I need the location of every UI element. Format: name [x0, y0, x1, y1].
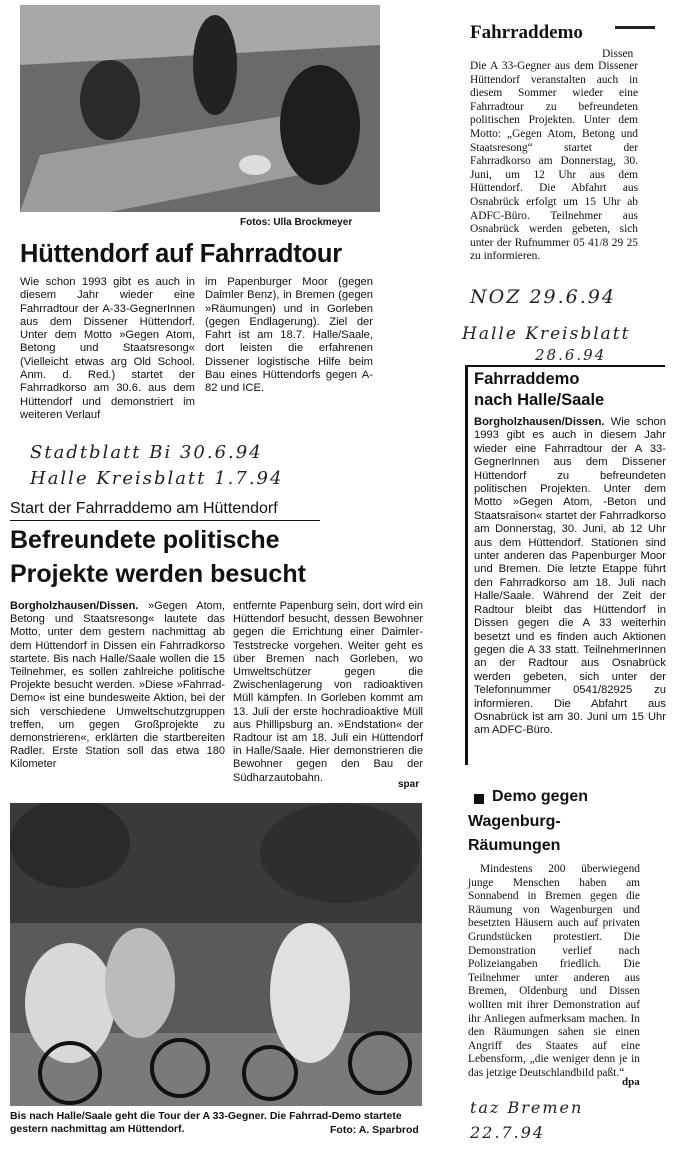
clip4-left-border — [465, 365, 468, 765]
clip2-dateline: Borgholzhausen/Dissen. — [10, 600, 139, 612]
clip4-dateline: Borgholzhausen/Dissen. — [474, 416, 605, 428]
photo-cyclists-group — [10, 803, 422, 1106]
photo-people-at-table — [20, 5, 380, 212]
clip3-clip-mark — [615, 26, 655, 37]
clip1-headline: Hüttendorf auf Fahrradtour — [20, 240, 343, 268]
clip5-headline-line3: Räumungen — [468, 837, 561, 854]
clip4-body-text: Wie schon 1993 gibt es auch in diesem Jahr wieder eine Fahrradtour der A 33-GegnerInnen aus dem Dissener Hüttendorf zu befreundeten politischen Projekten. Unter dem Motto »Gegen Atom, -Beton und Staatsraison« startet der Fahrradkorso am Donnerstag, 30. Juni, ab 12 Uhr aus dem Hüttendorf. Stationen sind unter anderen das Papenburger Moor und Bremen. Die letzte Etappe führt den Fahrradkorso am 18. Juli nach Halle/Saale. Während der Zeit der Radtour bleibt das Hüttendorf in Dissen gegen die A 33 weiterhin besetzt und es finden auch Aktionen gegen die A 33 statt. TeilnehmerInnen an der Radtour aus Osnabrück werden gebeten, sich unter der Telefonnummer 0541/82925 zu informieren. Die Abfahrt aus Osnabrück ist am 30. Juni um 15 Uhr am ADFC-Büro. — [474, 416, 667, 737]
clip2-signature: spar — [398, 779, 420, 790]
handwritten-note-5: 28.6.94 — [535, 346, 607, 364]
kicker-underline — [10, 520, 320, 521]
clip2-headline-line1: Befreundete politische — [10, 526, 280, 554]
clip4-headline-line2: nach Halle/Saale — [474, 391, 605, 409]
photo-credit: Fotos: Ulla Brockmeyer — [240, 217, 353, 228]
clip2-headline-line2: Projekte werden besucht — [10, 560, 306, 588]
square-bullet-icon — [474, 794, 484, 804]
clip4-body — [474, 416, 666, 738]
clip5-source: dpa — [622, 1076, 640, 1088]
clip3-dateline: Dissen — [602, 48, 634, 60]
clip2-kicker: Start der Fahrraddemo am Hüttendorf — [10, 500, 278, 517]
clip3-body: Die A 33-Gegner aus dem Dissener Hüttendorf veranstalten auch in diesem Sommer wieder eine Fahrradtour zu befreundeten politischen Projekten. Unter dem Motto: „Gegen Atom, Betong und Staatsresong“ startet der Fahrradkorso am Donnerstag, 30. Juni, um 12 Uhr aus dem Hüttendorf. Die Abfahrt aus Osnabrück erfolgt um 15 Uhr ab ADFC-Büro. Teilnehmer aus Osnabrück werden gebeten, sich unter der Rufnummer 05 41/8 29 25 zu informieren. — [470, 60, 638, 263]
clip2-column-2: entfernte Papenburg sein, dort wird ein Hüttendorf besucht, dessen Bewohner gegen die Errichtung einer Daimler-Teststrecke vorgehen. Weiter geht es über Bremen nach Gorleben, wo Umweltschützer gegen die Zwischenlagerung von radioaktiven Müll kämpfen. In Gorleben kommt am 13. Juli der erste hochradioaktive Müll aus Phillipsburg an. »Endstation« der Radtour ist am 18. Juli ein Hüttendorf in Halle/Saale. Hier demonstrieren die Bewohner gegen den Bau der Südharzautobahn. — [233, 600, 423, 784]
handwritten-note-2: Halle Kreisblatt 1.7.94 — [30, 468, 284, 489]
handwritten-note-4: Halle Kreisblatt — [462, 324, 631, 344]
clip2-col1-text: »Gegen Atom, Betong und Staatsresong« lautete das Motto, unter dem gestern nachmittag ab dem Hüttendorf in Dissen ein Fahrradkorso startete. Bis nach Halle/Saale wollen die 15 Teilnehmer, es sollen zahlreiche politische Projekte besucht werden. »Diese »Fahrrad-Demo« ist eine bundesweite Aktion, bei der sich verschiedene Umweltschutzgruppen treffen, um gegen Großprojekte zu demonstrieren«, erklärten die startbereiten Radler. Erste Station soll das etwa 180 Kilometer — [10, 600, 225, 771]
clip2-column-1 — [10, 600, 225, 772]
clip4-headline-line1: Fahrraddemo — [474, 370, 580, 388]
clip5-headline-line1: Demo gegen — [492, 788, 589, 805]
clip5-headline-line2: Wagenburg- — [468, 813, 561, 830]
handwritten-note-1: Stadtblatt Bi 30.6.94 — [30, 442, 263, 463]
handwritten-note-6: taz Bremen — [470, 1098, 584, 1117]
clip3-headline: Fahrraddemo — [470, 22, 583, 43]
clip2-photo-credit: Foto: A. Sparbrod — [330, 1124, 419, 1136]
handwritten-note-3: NOZ 29.6.94 — [470, 286, 616, 308]
handwritten-note-7: 22.7.94 — [470, 1123, 546, 1142]
clip2-photo-caption: Bis nach Halle/Saale geht die Tour der A 33-Gegner. Die Fahrrad-Demo startete gestern nachmittag am Hüttendorf. — [10, 1110, 402, 1135]
clip1-column-2: im Papenburger Moor (gegen Daimler Benz), in Bremen (gegen »Räumungen) und in Gorleben (gegen Endlagerung). Ziel der Fahrt ist am 18.7. Halle/Saale, dort leisten die erfahrenen Dissener logistische Hilfe beim Bau eines Hüttendorfs gegen A-82 und ICE. — [205, 276, 373, 395]
clip5-body: Mindestens 200 überwiegend junge Menschen haben am Sonnabend in Bremen gegen die Räumung von Wagenburgen und besetzten Häusern auch auf privaten Grundstücken protestiert. Die Demonstration verlief nach Polizeiangaben friedlich. Die Teilnehmer unter anderen aus Bremen, Oldenburg und Dissen wollten mit ihrer Demonstration auf ihr Anliegen aufmerksam machen. In den Räumungen sahen sie einen Angriff des Staates auf eine Lebensform, „die weniger denn je in das jetzige Deutschlandbild paßt.“ — [468, 863, 640, 1079]
clip1-column-1: Wie schon 1993 gibt es auch in diesem Jahr wieder eine Fahrradtour der A-33-GegnerInnen aus dem Dissener Hüttendorf. Unter dem Motto »Gegen Atom, Betong und Staatsresong« (Vielleicht etwas arg Old School. Anm. d. Red.) startet der Fahrradkorso am 30.6. aus dem Hüttendorf und demonstriert im weiteren Verlauf — [20, 276, 195, 421]
clip4-top-border — [465, 365, 665, 367]
